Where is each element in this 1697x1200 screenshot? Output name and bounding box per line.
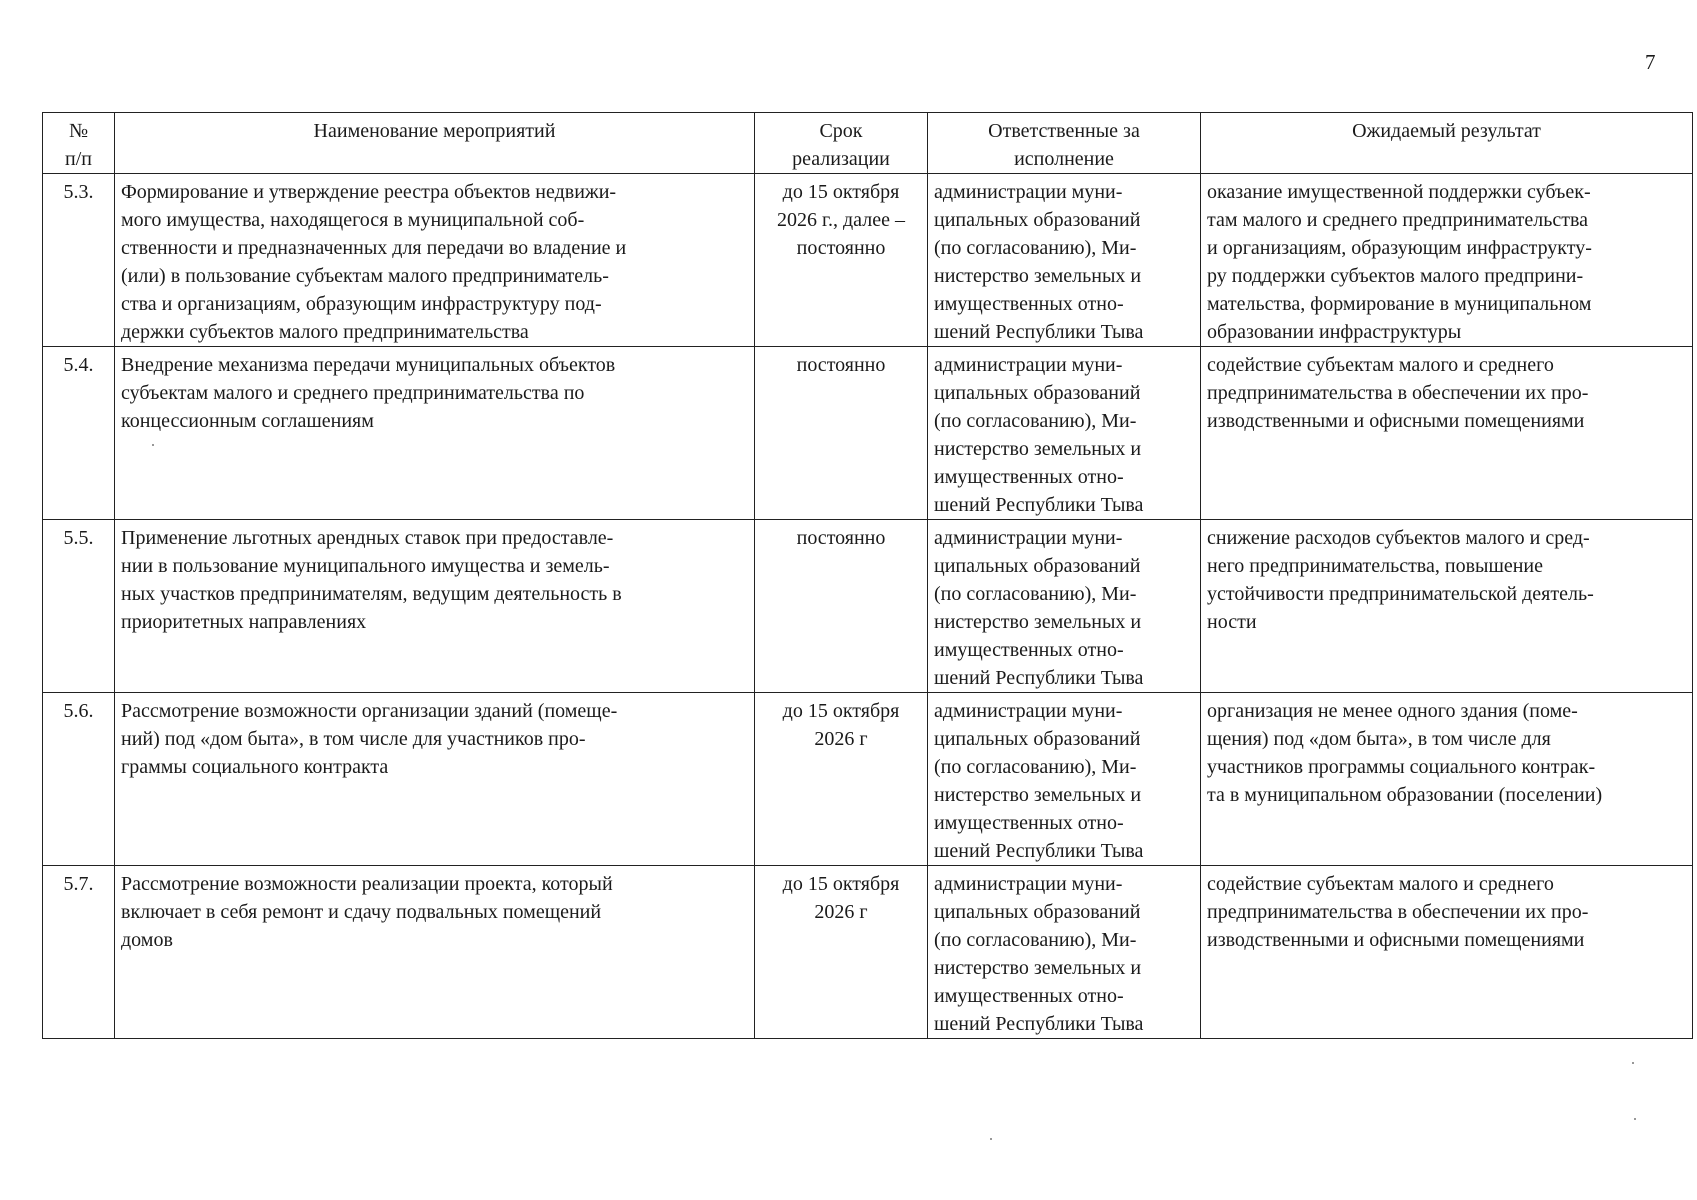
row-result: содействие субъектам малого и среднего предпринимательства в обеспечении их про- изводственными и офисными помещениями: [1201, 347, 1693, 520]
row-number: 5.4.: [43, 347, 115, 520]
row-responsible: администрации муни- ципальных образований (по согласованию), Ми- нистерство земельных и имущественных отно- шений Республики Тыва: [928, 347, 1201, 520]
row-number: 5.5.: [43, 520, 115, 693]
row-name: Внедрение механизма передачи муниципальных объектов субъектам малого и среднего предпринимательства по концессионным соглашениям: [115, 347, 755, 520]
row-responsible: администрации муни- ципальных образований (по согласованию), Ми- нистерство земельных и имущественных отно- шений Республики Тыва: [928, 520, 1201, 693]
row-term: постоянно: [755, 520, 928, 693]
row-responsible: администрации муни- ципальных образований (по согласованию), Ми- нистерство земельных и имущественных отно- шений Республики Тыва: [928, 866, 1201, 1039]
table-row: [43, 866, 1693, 1039]
header-term: Срок реализации: [755, 113, 928, 174]
row-term: до 15 октября 2026 г., далее – постоянно: [755, 174, 928, 347]
scan-speck: [990, 1138, 992, 1140]
row-result: снижение расходов субъектов малого и сред- него предпринимательства, повышение устойчивости предпринимательской деятель- ности: [1201, 520, 1693, 693]
table-row: [43, 693, 1693, 866]
row-term: до 15 октября 2026 г: [755, 866, 928, 1039]
row-result: оказание имущественной поддержки субъек- там малого и среднего предпринимательства и организациям, образующим инфраструкту- ру поддержки субъектов малого предприни- мательства, формирование в муниципальном образовании инфраструктуры: [1201, 174, 1693, 347]
action-plan-table: [42, 112, 1693, 1039]
row-term: постоянно: [755, 347, 928, 520]
row-name: Применение льготных арендных ставок при предоставле- нии в пользование муниципального имущества и земель- ных участков предпринимателям, ведущим деятельность в приоритетных направлениях: [115, 520, 755, 693]
header-responsible: Ответственные за исполнение: [928, 113, 1201, 174]
table-header-row: [43, 113, 1693, 174]
table-row: [43, 520, 1693, 693]
scan-speck: [152, 444, 154, 446]
header-name: Наименование мероприятий: [115, 113, 755, 174]
row-name: Формирование и утверждение реестра объектов недвижи- мого имущества, находящегося в муниципальной соб- ственности и предназначенных для передачи во владение и (или) в пользование субъектам малого предприниматель- ства и организациям, образующим инфраструктуру под- держки субъектов малого предпринимательства: [115, 174, 755, 347]
header-result: Ожидаемый результат: [1201, 113, 1693, 174]
row-number: 5.6.: [43, 693, 115, 866]
table-row: [43, 347, 1693, 520]
page-number: 7: [1645, 50, 1656, 74]
row-number: 5.7.: [43, 866, 115, 1039]
row-name: Рассмотрение возможности организации зданий (помеще- ний) под «дом быта», в том числе для участников про- граммы социального контракта: [115, 693, 755, 866]
row-result: организация не менее одного здания (поме- щения) под «дом быта», в том числе для участников программы социального контрак- та в муниципальном образовании (поселении): [1201, 693, 1693, 866]
row-result: содействие субъектам малого и среднего предпринимательства в обеспечении их про- изводственными и офисными помещениями: [1201, 866, 1693, 1039]
row-number: 5.3.: [43, 174, 115, 347]
row-name: Рассмотрение возможности реализации проекта, который включает в себя ремонт и сдачу подвальных помещений домов: [115, 866, 755, 1039]
row-responsible: администрации муни- ципальных образований (по согласованию), Ми- нистерство земельных и имущественных отно- шений Республики Тыва: [928, 693, 1201, 866]
table-row: [43, 174, 1693, 347]
row-term: до 15 октября 2026 г: [755, 693, 928, 866]
scan-speck: [1634, 1118, 1636, 1120]
row-responsible: администрации муни- ципальных образований (по согласованию), Ми- нистерство земельных и имущественных отно- шений Республики Тыва: [928, 174, 1201, 347]
header-number: № п/п: [43, 113, 115, 174]
scan-speck: [1632, 1062, 1634, 1064]
